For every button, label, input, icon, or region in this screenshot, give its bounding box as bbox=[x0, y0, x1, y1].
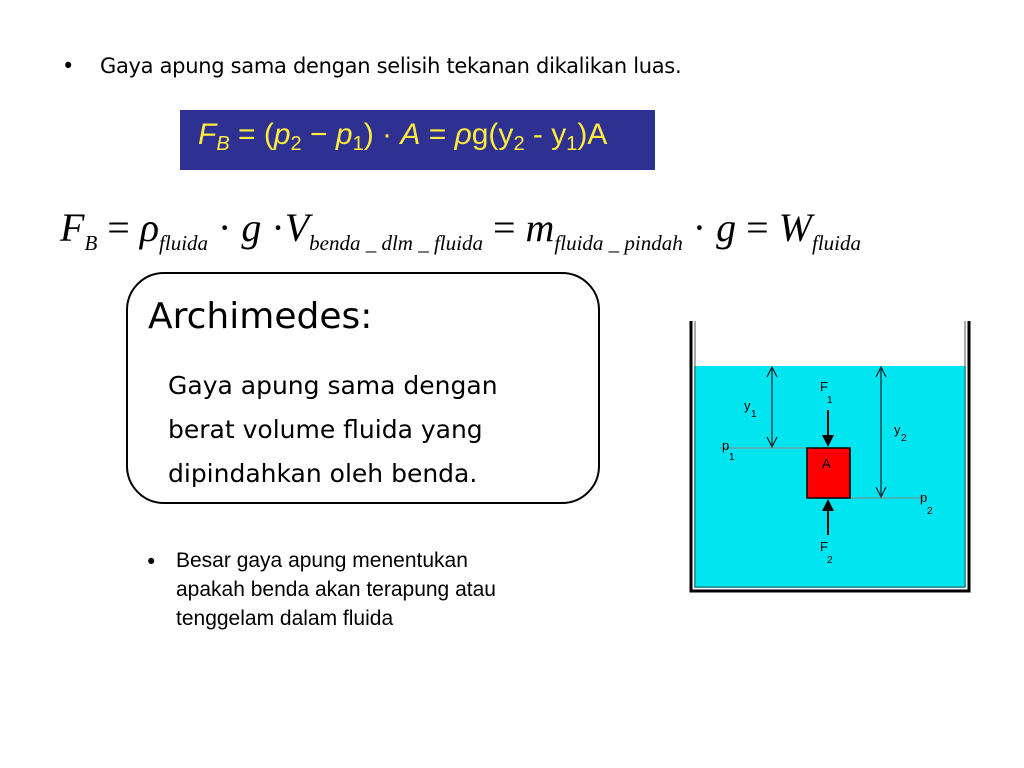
archimedes-body bbox=[168, 364, 588, 496]
fb-part2: ) · bbox=[363, 118, 401, 151]
f2-label-sub: 2 bbox=[827, 555, 833, 566]
p2-symbol: p bbox=[273, 118, 291, 151]
archimedes-box bbox=[126, 272, 600, 504]
eq-m-sub: fluida _ pindah bbox=[554, 231, 683, 255]
fb-part6: )A bbox=[577, 118, 608, 151]
archimedes-title: Archimedes: bbox=[148, 296, 373, 337]
eq-equals-3: = bbox=[736, 205, 779, 250]
eq-F: F bbox=[60, 205, 85, 250]
eq-rho-sub: fluida bbox=[159, 231, 209, 255]
fb-part1: = ( bbox=[229, 118, 274, 151]
y1-label-sub: 1 bbox=[751, 409, 757, 420]
y2-sub: 2 bbox=[513, 133, 525, 155]
eq-equals-1: = bbox=[97, 205, 140, 250]
area-symbol: A bbox=[400, 118, 421, 151]
eq-m: m bbox=[525, 205, 555, 250]
f1-label-sub: 1 bbox=[827, 395, 833, 406]
y1-sub: 1 bbox=[566, 133, 578, 155]
eq-W: W bbox=[778, 205, 812, 250]
eq-dot-1: · bbox=[208, 205, 242, 250]
y1-label: y bbox=[744, 398, 751, 413]
p1-sub: 1 bbox=[352, 133, 364, 155]
eq-equals-2: = bbox=[482, 205, 526, 250]
y2-label-sub: 2 bbox=[901, 433, 907, 444]
f-symbol: F bbox=[198, 118, 217, 151]
f1-label: F bbox=[820, 379, 828, 394]
eq-g-1: g bbox=[241, 205, 262, 250]
eq-rho: ρ bbox=[139, 205, 160, 250]
eq-V-sub: benda _ dlm _ fluida bbox=[309, 231, 483, 255]
archimedes-line-3: dipindahkan oleh benda. bbox=[168, 459, 478, 488]
fb-part5: - y bbox=[524, 118, 567, 151]
eq-dot-2: · bbox=[261, 205, 285, 250]
bullet-marker-2: • bbox=[145, 550, 158, 574]
eq-g-2: g bbox=[716, 205, 737, 250]
buoyancy-statement: Gaya apung sama dengan selisih tekanan dikalikan luas. bbox=[100, 54, 682, 78]
eq-F-sub: B bbox=[84, 231, 98, 255]
eq-dot-3: · bbox=[682, 205, 717, 250]
buoyancy-pressure-formula bbox=[198, 118, 607, 156]
archimedes-line-1: Gaya apung sama dengan bbox=[168, 371, 498, 400]
f-sub: B bbox=[216, 133, 230, 155]
p2-sub: 2 bbox=[290, 133, 302, 155]
p1-label-sub: 1 bbox=[729, 452, 735, 463]
rho-symbol: ρ bbox=[454, 118, 472, 151]
note-line-1: Besar gaya apung menentukan bbox=[176, 549, 468, 572]
buoyancy-diagram bbox=[680, 315, 980, 605]
note-line-3: tenggelam dalam fluida bbox=[176, 607, 394, 630]
y2-label: y bbox=[894, 422, 901, 437]
formula-box bbox=[180, 110, 655, 170]
fb-part3: = bbox=[420, 118, 455, 151]
p2-label: p bbox=[920, 490, 928, 505]
p2-label-sub: 2 bbox=[927, 506, 933, 517]
archimedes-equation bbox=[60, 204, 861, 256]
block-label: A bbox=[822, 456, 831, 471]
p1-label: p bbox=[722, 438, 730, 453]
p1-symbol: p bbox=[335, 118, 353, 151]
f2-label: F bbox=[820, 539, 828, 554]
note-line-2: apakah benda akan terapung atau bbox=[176, 578, 496, 601]
fb-minus: − bbox=[301, 118, 336, 151]
eq-V: V bbox=[284, 205, 310, 250]
fb-part4: g(y bbox=[471, 118, 514, 151]
bullet-marker: • bbox=[62, 54, 75, 78]
archimedes-line-2: berat volume fluida yang bbox=[168, 415, 483, 444]
buoyancy-note bbox=[176, 546, 626, 633]
eq-W-sub: fluida bbox=[811, 231, 861, 255]
